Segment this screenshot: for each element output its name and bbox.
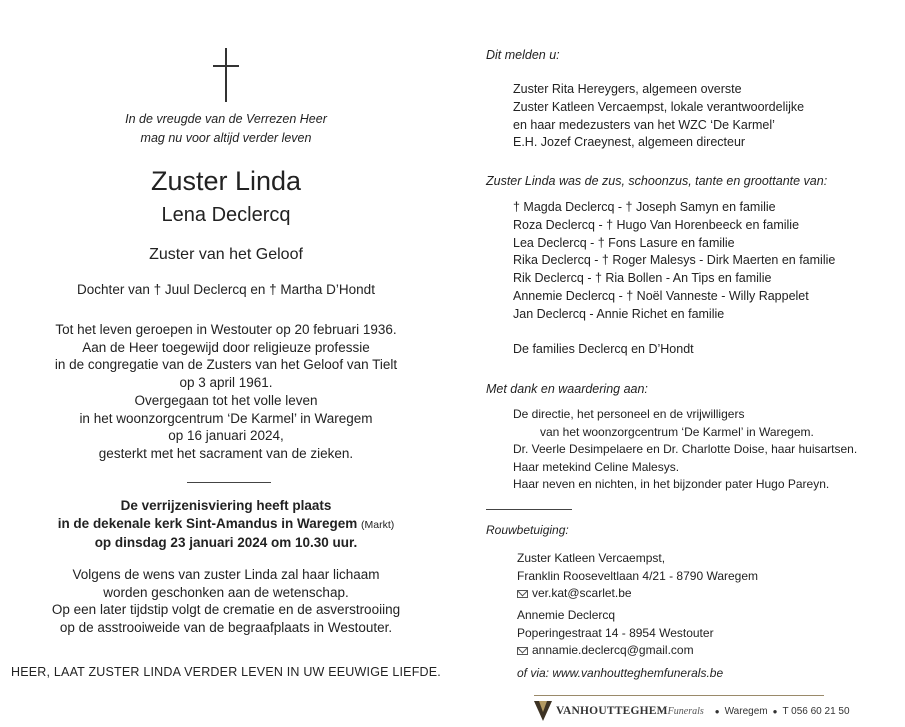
civil-name: Lena Declercq: [161, 204, 291, 226]
contact-name: Annemie Declercq: [517, 608, 616, 622]
contact-email-row: [517, 642, 714, 660]
thanks-heading: Met dank en waardering aan:: [486, 382, 648, 396]
wish-line: Volgens de wens van zuster Linda zal haar lichaam: [72, 567, 380, 582]
bullet: ●: [772, 706, 778, 716]
list-item: Zuster Katleen Vercaempst, lokale verantwoordelijke: [513, 99, 805, 114]
life-line: in het woonzorgcentrum ‘De Karmel’ in Waregem: [79, 410, 373, 426]
life-line: Aan de Heer toegewijd door religieuze professie: [82, 339, 370, 355]
logo-mark-icon: [534, 701, 552, 721]
list-item: E.H. Jozef Craeynest, algemeen directeur: [513, 135, 746, 150]
logo-phone: T 056 60 21 50: [782, 705, 850, 717]
list-item: De directie, het personeel en de vrijwilligers: [513, 407, 745, 421]
announce-heading: Dit melden u:: [486, 48, 560, 62]
ceremony-info: [0, 497, 452, 552]
logo-name: VANHOUTTEGHEM: [556, 705, 668, 717]
announcers-list: [513, 81, 804, 152]
contact-email[interactable]: ver.kat@scarlet.be: [532, 586, 632, 600]
list-item: Rika Declercq - † Roger Malesys - Dirk Maerten en familie: [513, 253, 836, 268]
wish-line: worden geschonken aan de wetenschap.: [103, 584, 349, 600]
wish-line: op de asstrooiweide van de begraafplaats in Westouter.: [59, 620, 393, 636]
list-item: Dr. Veerle Desimpelaere en Dr. Charlotte Doise, haar huisartsen.: [513, 442, 858, 456]
contact-2: [517, 607, 714, 660]
life-line: Overgegaan tot het volle leven: [134, 392, 318, 408]
list-item: Jan Declercq - Annie Richet en familie: [513, 306, 725, 321]
cross-icon: [213, 48, 239, 102]
mail-icon: [517, 590, 528, 598]
families-line: De families Declercq en D’Hondt: [513, 342, 694, 356]
life-line: op 16 januari 2024,: [168, 428, 284, 444]
via-website[interactable]: of via: www.vanhoutteghemfunerals.be: [517, 666, 724, 680]
family-heading: Zuster Linda was de zus, schoonzus, tante en groottante van:: [486, 174, 828, 188]
contact-email[interactable]: annamie.declercq@gmail.com: [532, 643, 694, 657]
ceremony-line: op dinsdag 23 januari 2024 om 10.30 uur.: [94, 535, 358, 551]
life-line: op 3 april 1961.: [179, 375, 273, 391]
wish-line: Op een later tijdstip volgt de crematie en de asverstrooiing: [51, 602, 401, 618]
deceased-name: Zuster Linda: [150, 166, 302, 196]
logo-place: Waregem: [724, 705, 768, 717]
intro-line-2: mag nu voor altijd verder leven: [140, 131, 312, 145]
thanks-list: [513, 406, 857, 494]
list-item: Rik Declercq - † Ria Bollen - An Tips en familie: [513, 271, 772, 286]
mail-icon: [517, 647, 528, 655]
contact-email-row: [517, 585, 758, 603]
list-item: Annemie Declercq - † Noël Vanneste - Willy Rappelet: [513, 288, 809, 303]
ceremony-location-note: (Markt): [361, 518, 395, 531]
closing-prayer: HEER, LAAT ZUSTER LINDA VERDER LEVEN IN UW EEUWIGE LIEFDE.: [11, 665, 441, 679]
list-item: en haar medezusters van het WZC ‘De Karmel’: [513, 117, 775, 132]
list-item: Roza Declercq - † Hugo Van Horenbeeck en familie: [513, 217, 800, 232]
parents: Dochter van † Juul Declercq en † Martha D’Hondt: [77, 282, 375, 297]
contact-1: [517, 550, 758, 603]
congregation: Zuster van het Geloof: [149, 246, 303, 263]
ceremony-line: [0, 515, 452, 535]
intro-text: [0, 110, 452, 148]
life-summary: [0, 321, 452, 463]
logo-sub: Funerals: [667, 705, 704, 717]
divider: [486, 509, 572, 510]
list-item: † Magda Declercq - † Joseph Samyn en familie: [513, 200, 776, 214]
condolence-heading: Rouwbetuiging:: [486, 523, 569, 537]
life-line: gesterkt met het sacrament van de zieken.: [98, 445, 354, 461]
list-item: van het woonzorgcentrum ‘De Karmel’ in Waregem.: [540, 424, 814, 439]
life-line: Tot het leven geroepen in Westouter op 20 februari 1936.: [55, 322, 397, 337]
family-list: [513, 199, 835, 324]
contact-address: Poperingestraat 14 - 8954 Westouter: [517, 625, 714, 640]
list-item: Lea Declercq - † Fons Lasure en familie: [513, 235, 735, 250]
ceremony-line: De verrijzenisviering heeft plaats: [120, 498, 332, 513]
ceremony-location: in de dekenale kerk Sint-Amandus in Waregem: [57, 515, 358, 531]
list-item: Haar metekind Celine Malesys.: [513, 459, 680, 474]
funeral-home-logo: [534, 700, 850, 722]
wish-text: [0, 566, 452, 637]
contact-address: Franklin Rooseveltlaan 4/21 - 8790 Waregem: [517, 568, 759, 583]
bullet: ●: [714, 706, 720, 716]
logo-divider: [534, 695, 824, 696]
list-item: Zuster Rita Hereygers, algemeen overste: [513, 82, 742, 96]
contact-name: Zuster Katleen Vercaempst,: [517, 551, 666, 565]
list-item: Haar neven en nichten, in het bijzonder pater Hugo Pareyn.: [513, 477, 830, 491]
intro-line-1: In de vreugde van de Verrezen Heer: [125, 112, 327, 126]
divider: [187, 482, 271, 483]
life-line: in de congregatie van de Zusters van het Geloof van Tielt: [54, 357, 398, 373]
